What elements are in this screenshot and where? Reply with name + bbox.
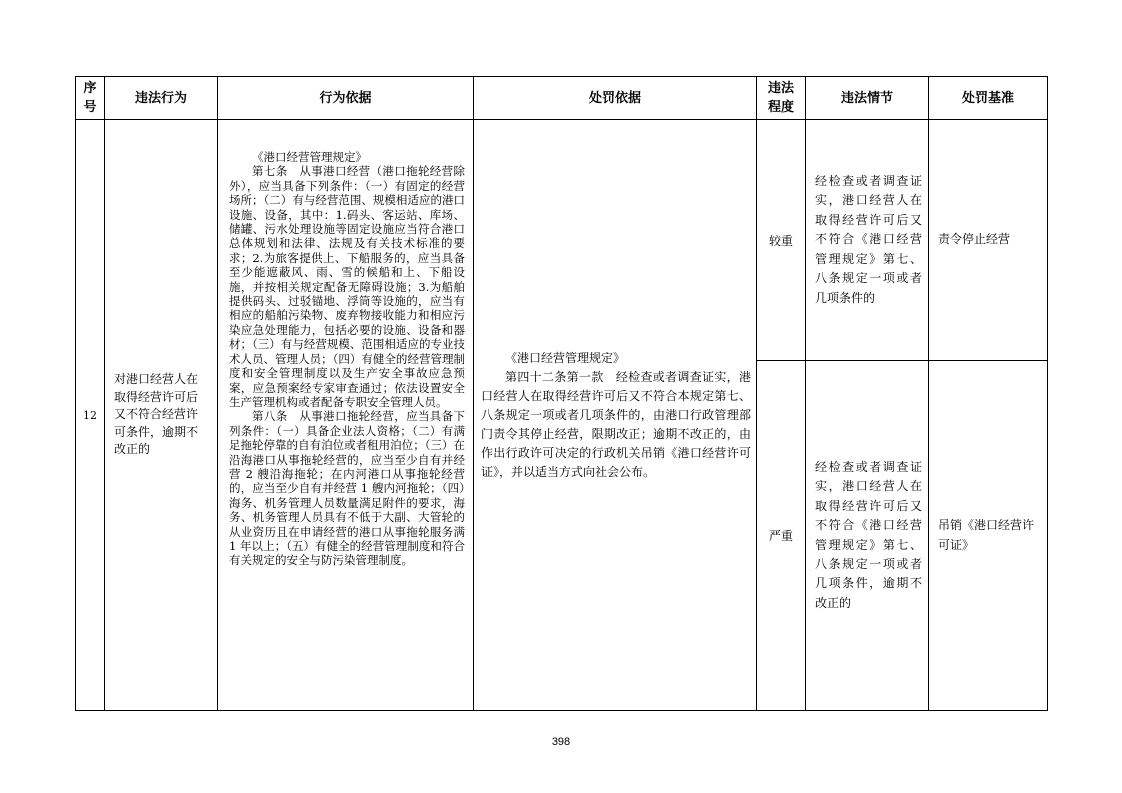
header-basis: 行为依据 bbox=[218, 77, 474, 120]
circumstance-serious: 经检查或者调查证实，港口经营人在取得经营许可后又不符合《港口经营管理规定》第七、八条规定一项或者几项条件的 bbox=[806, 120, 929, 361]
row-act: 对港口经营人在取得经营许可后又不符合经营许可条件，逾期不改正的 bbox=[105, 120, 218, 711]
circumstance-severe: 经检查或者调查证实，港口经营人在取得经营许可后又不符合《港口经营管理规定》第七、八条规定一项或者几项条件，逾期不改正的 bbox=[806, 361, 929, 711]
header-act: 违法行为 bbox=[105, 77, 218, 120]
standard-severe: 吊销《港口经营许可证》 bbox=[929, 361, 1048, 711]
header-circumstance: 违法情节 bbox=[806, 77, 929, 120]
header-degree: 违法 程度 bbox=[757, 77, 806, 120]
penalty-basis-article-42: 第四十二条第一款 经检查或者调查证实，港口经营人在取得经营许可后又不符合本规定第七、八条规定一项或者几项条件的，由港口行政管理部门责令其停止经营，限期改正；逾期不改正的，由作出行政许可决定的行政机关吊销《港口经营许可证》，并以适当方式向社会公布。 bbox=[481, 369, 751, 479]
header-penalty-basis: 处罚依据 bbox=[474, 77, 757, 120]
basis-article-8: 第八条 从事港口拖轮经营，应当具备下列条件：（一）具备企业法人资格；（二）有满足拖轮停靠的自有泊位或者租用泊位；（三）在沿海港口从事拖轮经营的，应当至少自有并经营 2 艘沿海拖轮；在内河港口从事拖轮经营的，应当至少自有并经营 1 艘内河拖轮；（四）海务、机务管理人员数量满足附件的要求，海务、机务管理人员具有不低于大副、大管轮的从业资历且在申请经营的港口从事拖轮服务满 1 年以上；（五）有健全的经营管理制度和符合有关规定的安全与防污染管理制度。 bbox=[229, 409, 465, 568]
degree-severe: 严重 bbox=[757, 361, 806, 711]
table-header-row bbox=[76, 77, 1048, 120]
penalty-basis-title: 《港口经营管理规定》 bbox=[505, 350, 626, 365]
page-number: 398 bbox=[551, 736, 571, 748]
header-standard: 处罚基准 bbox=[929, 77, 1048, 120]
row-basis bbox=[218, 120, 474, 711]
basis-article-7: 第七条 从事港口经营（港口拖轮经营除外），应当具备下列条件：（一）有固定的经营场所；（二）有与经营范围、规模相适应的港口设施、设备，其中：1.码头、客运站、库场、储罐、污水处理设施等固定设施应当符合港口总体规划和法律、法规及有关技术标准的要求；2.为旅客提供上、下船服务的，应当具备至少能遮蔽风、雨、雪的候船和上、下船设施，并按相关规定配备无障碍设施；3.为船舶提供码头、过驳锚地、浮筒等设施的，应当有相应的船舶污染物、废弃物接收能力和相应污染应急处理能力，包括必要的设施、设备和器材；（三）有与经营规模、范围相适应的专业技术人员、管理人员；（四）有健全的经营管理制度和安全管理制度以及生产安全事故应急预案，应急预案经专家审查通过；依法设置安全生产管理机构或者配备专职安全管理人员。 bbox=[229, 164, 465, 409]
table-row bbox=[76, 120, 1048, 361]
row-penalty-basis bbox=[474, 120, 757, 711]
row-seq: 12 bbox=[76, 120, 105, 711]
penalty-standard-table bbox=[75, 76, 1048, 711]
standard-serious: 责令停止经营 bbox=[929, 120, 1048, 361]
degree-serious: 较重 bbox=[757, 120, 806, 361]
header-seq: 序 号 bbox=[76, 77, 105, 120]
basis-title: 《港口经营管理规定》 bbox=[252, 150, 367, 164]
